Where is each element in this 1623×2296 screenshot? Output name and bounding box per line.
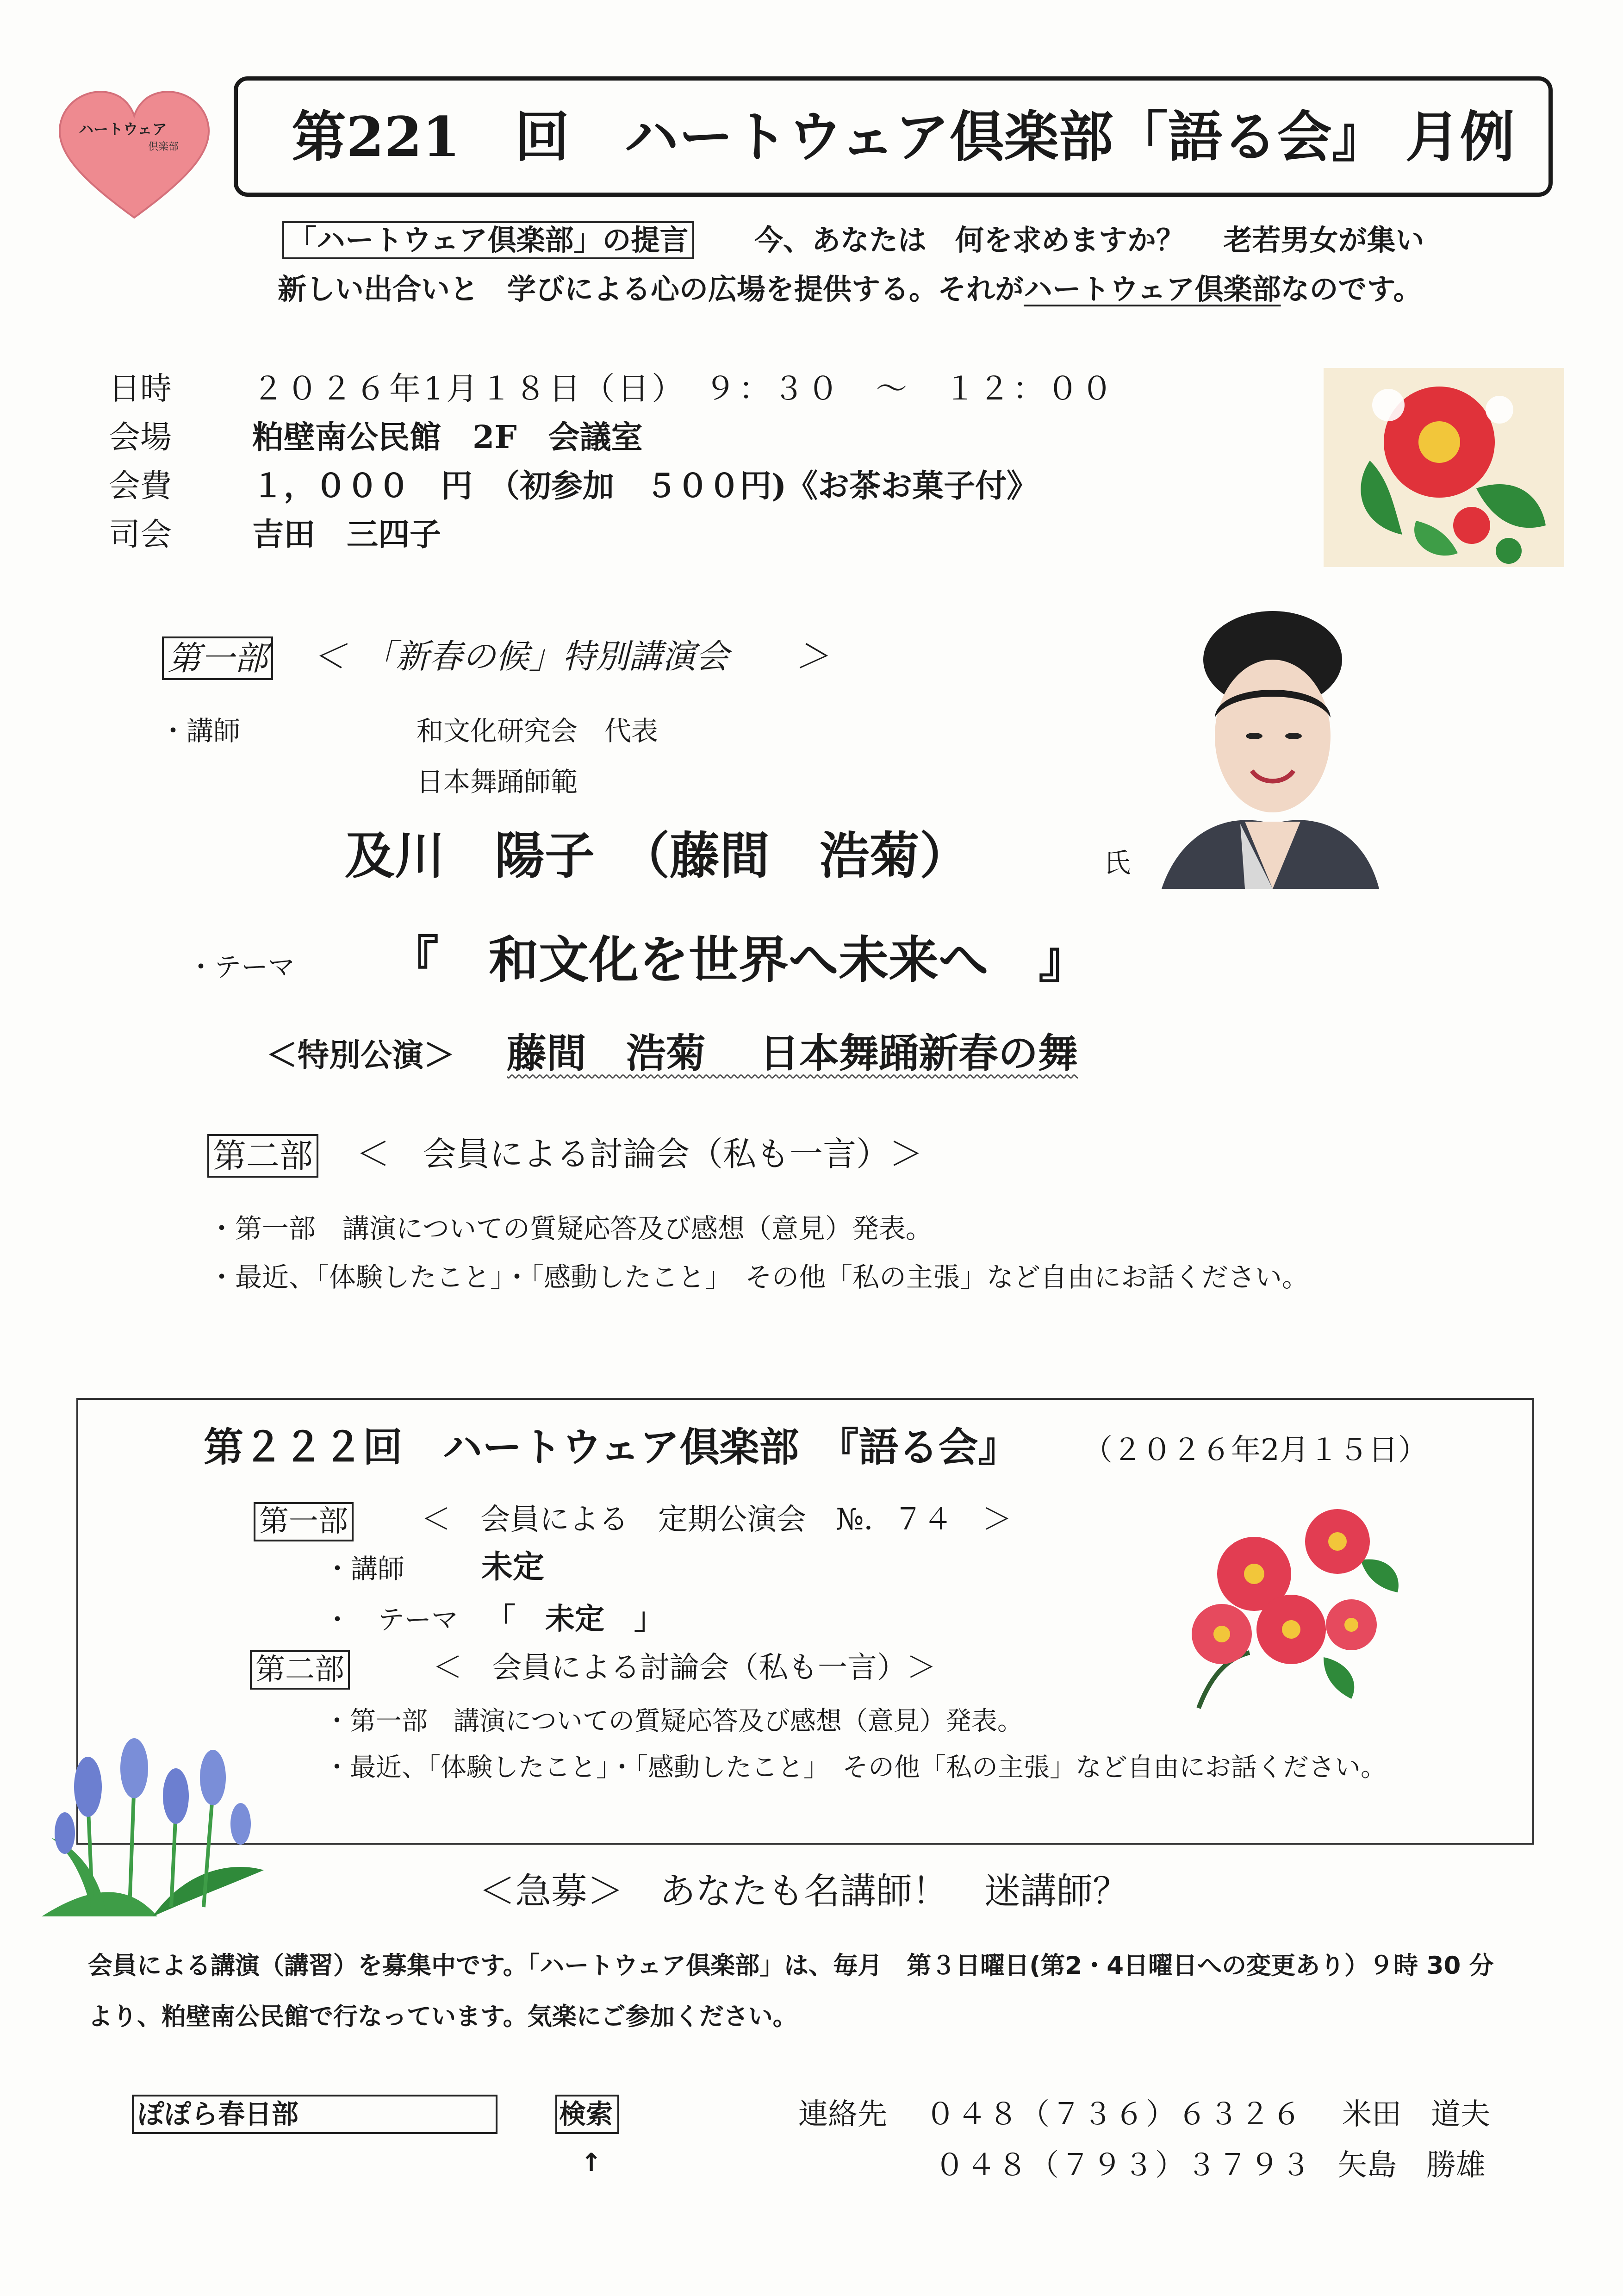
next-bullet-2: ・最近、「体験したこと」・「感動したこと」 その他「私の主張」など自由にお話ください。 [324, 1753, 1387, 1783]
next-bullet-1: ・第一部 講演についての質疑応答及び感想（意見）発表。 [324, 1706, 1023, 1736]
next-part1-badge: 第一部 [254, 1502, 354, 1541]
proposal-line2 [278, 272, 1422, 306]
recruit-heading: ＜急募＞ あなたも名講師！ 迷講師？ [479, 1871, 1129, 1912]
theme-label: ・テーマ [187, 951, 295, 983]
muscari-flower-icon [37, 1731, 268, 1926]
next-theme-value: 「 未定 」 [486, 1602, 664, 1636]
next-part2-heading: ＜ 会員による討論会（私も一言）＞ [433, 1651, 936, 1685]
page-title: 第221 回 ハートウェア倶楽部「語る会』 月例 [292, 105, 1515, 169]
heart-icon [56, 83, 213, 222]
part2-heading: ＜ 会員による討論会（私も一言）＞ [356, 1135, 923, 1173]
search-input-value: ぽぽら春日部 [137, 2098, 299, 2130]
detail-value-date: ２０２６年1月１８日（日） ９：３０ ～ １２：００ [252, 371, 1116, 407]
part2-bullet-2: ・最近、「体験したこと」・「感動したこと」 その他「私の主張」など自由にお話ください。 [208, 1261, 1309, 1293]
detail-label-fee: 会費 [109, 468, 172, 505]
proposal-line2-post: なのです。 [1281, 272, 1422, 306]
part1-heading: ＜ 「新春の候」特別講演会 ＞ [312, 637, 829, 676]
search-input[interactable] [132, 2095, 497, 2134]
detail-label-venue: 会場 [109, 419, 172, 456]
next-part2-badge: 第二部 [250, 1650, 350, 1690]
detail-value-fee: １，０００ 円 （初参加 ５００円)《お茶お菓子付》 [252, 468, 1038, 505]
camellia-icon [1324, 368, 1564, 567]
special-label: ＜特別公演＞ [266, 1037, 455, 1074]
next-lecturer-label: ・講師 [324, 1553, 405, 1585]
recruit-body-1: 会員による講演（講習）を募集中です。「ハートウェア倶楽部」は、毎月 第３日曜日(第2・4日曜日への変更あり）９時 30 分 [88, 1952, 1494, 1980]
search-button[interactable] [555, 2095, 619, 2134]
detail-value-venue: 粕壁南公民館 2F 会議室 [252, 419, 643, 456]
next-lecturer-value: 未定 [481, 1548, 545, 1585]
search-button-label: 検索 [559, 2098, 613, 2130]
part1-badge: 第一部 [162, 636, 273, 680]
next-part1-heading: ＜ 会員による 定期公演会 №．７４ ＞ [421, 1503, 1012, 1537]
detail-value-host: 吉田 三四子 [252, 516, 442, 553]
next-meeting-date: （２０２６年2月１５日） [1083, 1433, 1428, 1467]
camellia-bouquet-illustration [1185, 1504, 1407, 1717]
lecturer-title-1: 和文化研究会 代表 [417, 715, 659, 747]
contact-phone-1: ０４８（７３６）６３２６ [926, 2097, 1303, 2132]
proposal-club-name: ハートウェア倶楽部 [1024, 272, 1281, 306]
flower-bouquet-icon [1185, 1504, 1407, 1717]
proposal-line1: 今、あなたは 何を求めますか？ 老若男女が集い [754, 223, 1424, 257]
muscari-illustration [37, 1731, 268, 1926]
special-performance: 藤間 浩菊 日本舞踊新春の舞 [507, 1030, 1078, 1077]
contact-name-1: 米田 道夫 [1342, 2097, 1490, 2132]
lecturer-portrait [1162, 611, 1379, 889]
arrow-up-icon: ↑ [581, 2148, 602, 2177]
theme-text: 『 和文化を世界へ未来へ 』 [389, 931, 1089, 989]
logo-line2: 倶楽部 [148, 141, 179, 153]
portrait-icon [1162, 611, 1379, 889]
part2-badge: 第二部 [207, 1134, 318, 1178]
contact-label: 連絡先 [798, 2097, 887, 2132]
next-theme-label: ・ テーマ [324, 1604, 459, 1635]
logo-line1: ハートウェア [79, 120, 167, 138]
detail-label-host: 司会 [109, 517, 172, 553]
contact-phone-2: ０４８（７９３）３７９３ [935, 2148, 1312, 2183]
camellia-illustration [1324, 368, 1564, 567]
lecturer-label: ・講師 [160, 715, 241, 747]
lecturer-title-2: 日本舞踊師範 [417, 766, 578, 798]
club-logo [56, 83, 213, 222]
proposal-label: 「ハートウェア倶楽部」の提言 [282, 221, 694, 259]
part2-bullet-1: ・第一部 講演についての質疑応答及び感想（意見）発表。 [208, 1213, 933, 1244]
lecturer-honorific: 氏 [1104, 847, 1131, 879]
contact-name-2: 矢島 勝雄 [1337, 2148, 1486, 2183]
lecturer-name: 及川 陽子 （藤間 浩菊） [345, 827, 970, 885]
detail-label-date: 日時 [109, 371, 172, 407]
recruit-body-2: より、粕壁南公民館で行なっています。気楽にご参加ください。 [88, 2003, 797, 2031]
next-meeting-title: 第２２２回 ハートウェア倶楽部 『語る会』 [204, 1424, 1018, 1471]
proposal-line2-pre: 新しい出合いと 学びによる心の広場を提供する。それが [278, 272, 1024, 306]
